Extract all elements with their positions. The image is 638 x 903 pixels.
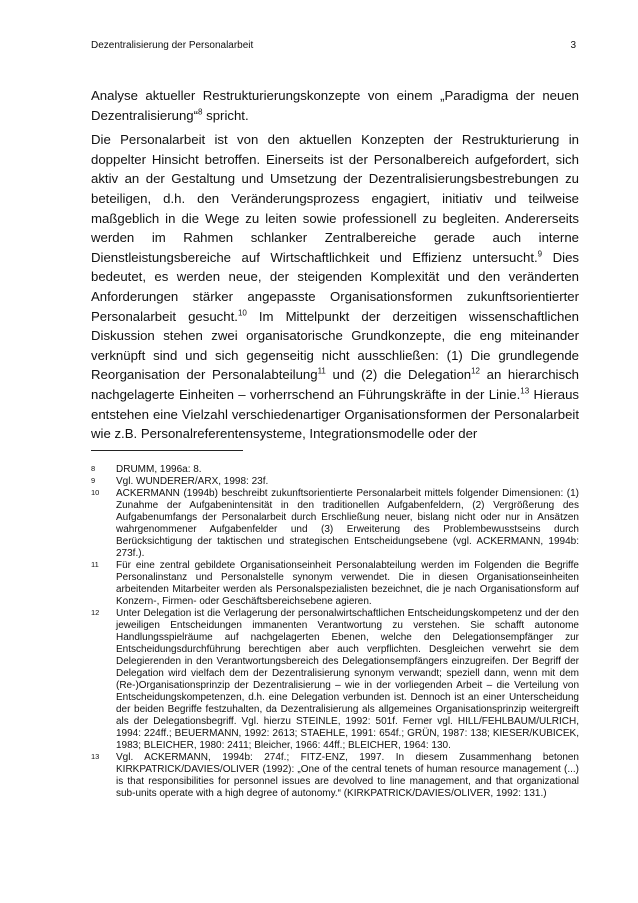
- paragraph-2: [91, 130, 579, 444]
- footnote-number: 12: [91, 608, 100, 617]
- page-number: 3: [570, 40, 576, 51]
- paragraph-1-text-b: spricht.: [202, 107, 249, 123]
- footnote-10: [91, 488, 579, 560]
- footnote-text: Vgl. WUNDERER/ARX, 1998: 23f.: [116, 476, 269, 487]
- footnote-11: [91, 560, 579, 608]
- footnote-text: Unter Delegation ist die Verlagerung der personalwirtschaftlichen Entscheidungskompetenz und der den jeweiligen Entscheidungen immanenten Verantwortung zu verstehen. Sie schafft autonome Handlungsspielräume auf nachgelagerten Ebenen, welche den Delegationsempfänger zur Entscheidungsdurchführung berechtigen aber auch verpflichten. Desgleichen verwehrt sie dem Delegierenden in den Verantwortungsbereich des Delegationsempfängers einzugreifen. Der Begriff der Delegation wird vielfach dem der Dezentralisierung synonym verwandt; speziell dann, wenn mit dem (Re-)Organisationsprinzip der Dezentralisierung – wie in der vorliegenden Arbeit – die Verteilung von Entscheidungskompetenzen, d.h. eine Delegation verbunden ist. Dennoch ist an einer Unterscheidung der beiden Begriffe festzuhalten, da Dezentralisierung als allgemeines Organisationsprinzip weitergreift als der Delegationsbegriff. Vgl. hierzu STEINLE, 1992: 501f. Ferner vgl. HILL/FEHLBAUM/ULRICH, 1994: 224ff.; BEUERMANN, 1992: 2613; STAEHLE, 1991: 654f.; GRÜN, 1987: 138; KIESER/KUBICEK, 1983; BLEICHER, 1980: 2411; Bleicher, 1966: 44ff.; BLEICHER, 1964: 130.: [116, 608, 579, 751]
- paragraph-1-text-a: Analyse aktueller Restrukturierungskonzepte von einem „Paradigma der neuen Dezentralisierung“: [91, 88, 579, 123]
- footnote-text: Für eine zentral gebildete Organisationseinheit Personalabteilung werden im Folgenden die Begriffe Personalinstanz und Personalstelle synonym verwendet. Die in diesen Organisationseinheiten arbeitenden Mitarbeiter werden als Personalspezialisten bezeichnet, die je nach Organisationsform auf Konzern-, Firmen- oder Geschäftsbereichsebene agieren.: [116, 560, 579, 607]
- paragraph-2-part-5: an hierarchisch nachgelagerte Einheiten – vorherrschend an Führungskräfte in der Linie.: [91, 367, 580, 402]
- paragraph-1: [91, 86, 579, 125]
- footnote-number: 13: [91, 752, 100, 761]
- footnote-9: [91, 476, 579, 488]
- paragraph-2-part-3: Im Mittelpunkt der derzeitigen wissenschaftlichen Diskussion stehen zwei organisatorische Grundkonzepte, die eng miteinander verknüpft sind und sich gegenseitig nicht ausschließen: (1) Die grundlegende Reorganisation der Personalabteilung: [91, 308, 579, 383]
- footnote-13: [91, 752, 579, 800]
- footnote-number: 10: [91, 488, 100, 497]
- footnote-ref-10: 10: [237, 308, 247, 318]
- footnote-ref-12: 12: [471, 366, 481, 376]
- paragraph-2-part-4: und (2) die Delegation: [325, 367, 472, 383]
- footnote-text: DRUMM, 1996a: 8.: [116, 464, 202, 475]
- footnote-number: 11: [91, 560, 99, 569]
- paragraph-2-part-1: Die Personalarbeit ist von den aktuellen Konzepten der Restrukturierung in doppelter Hinsicht betroffen. Einerseits ist der Personalbereich aufgefordert, sich aktiv an der Gestaltung und Umsetzung der Dezentralisierungsbestrebungen zu beteiligen, d.h. den Veränderungsprozess engagiert, initiativ und teilweise maßgeblich in die Wege zu leiten sowie professionell zu begleiten. Andererseits werden im Rahmen schlanker Zentralbereiche gerade auch interne Dienstleistungsbereiche auf Wirtschaftlichkeit und Effizienz untersucht.: [91, 132, 579, 265]
- footnote-ref-11: 11: [317, 366, 326, 376]
- running-title: Dezentralisierung der Personalarbeit: [91, 40, 254, 51]
- footnote-number: 8: [91, 464, 96, 473]
- paragraph-2-part-6: Hieraus entstehen eine Vielzahl verschiedenartiger Organisationsformen der Personalarbeit wie z.B. Personalreferentensysteme, Integrationsmodelle oder der: [91, 386, 580, 442]
- main-text: [91, 86, 579, 449]
- page-header: [91, 40, 576, 51]
- footnote-text: Vgl. ACKERMANN, 1994b: 274f.; FITZ-ENZ, 1997. In diesem Zusammenhang betonen KIRKPATRICK/DAVIES/OLIVER (1992): „One of the central tenets of human resource management (...) is that responsibilities for personnel issues are devolved to line management, and that organizational sub-units operate with a high degree of autonomy.“ (KIRKPATRICK/DAVIES/OLIVER, 1992: 131.): [116, 752, 579, 799]
- paragraph-2-part-2: Dies bedeutet, es werden neue, der steigenden Komplexität und den veränderten Anforderungen stärker angepasste Organisationsformen zukunftsorientierter Personalarbeit gesucht.: [91, 249, 579, 324]
- footnote-ref-13: 13: [520, 386, 530, 396]
- footnote-12: [91, 608, 579, 752]
- footnote-ref-8: 8: [198, 107, 203, 117]
- footnote-separator: [91, 450, 243, 451]
- footnotes: [91, 464, 579, 800]
- footnote-8: [91, 464, 579, 476]
- footnote-ref-9: 9: [537, 249, 543, 259]
- footnote-text: ACKERMANN (1994b) beschreibt zukunftsorientierte Personalarbeit mittels folgender Dimensionen: (1) Zunahme der Aufgabenintensität in den traditionellen Aufgabenfeldern, (2) Vergrößerung des Aufgabenumfangs der Personalarbeit durch Erschließung neuer, bislang nicht oder nur in Ansätzen wahrgenommener Aufgabenfelder und (3) Erweiterung des Problembewusstseins durch Berücksichtigung der taktischen und strategischen Entscheidungsebene (vgl. ACKERMANN, 1994b: 273f.).: [116, 488, 579, 559]
- footnote-number: 9: [91, 476, 96, 485]
